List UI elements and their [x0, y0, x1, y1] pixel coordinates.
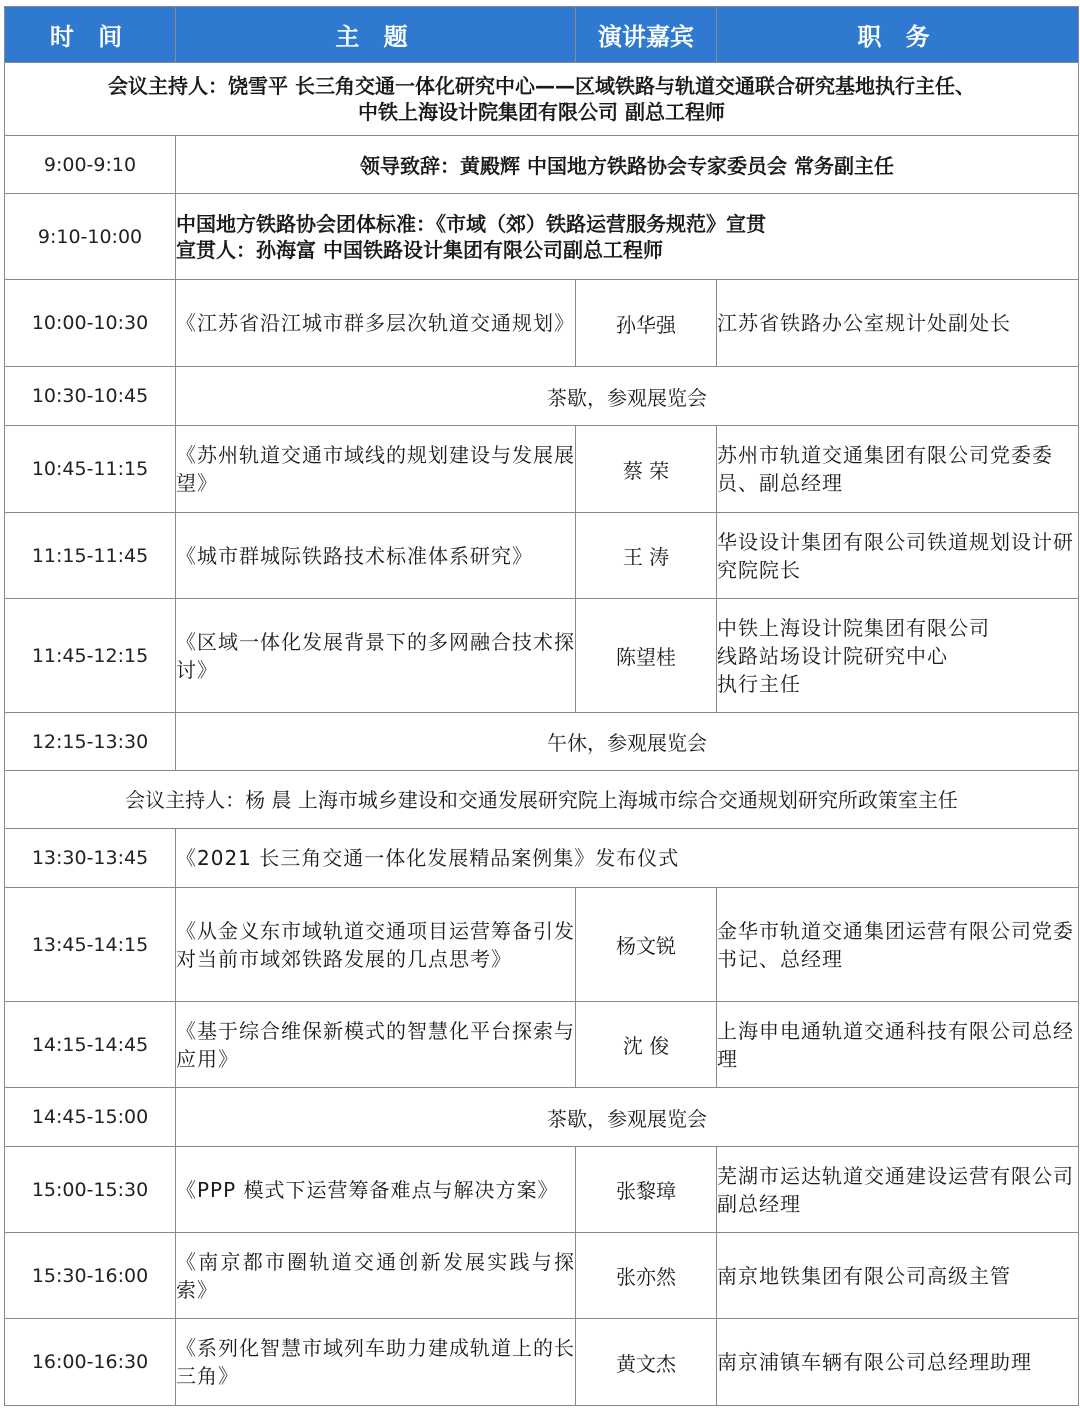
- session-row: [5, 1233, 1079, 1319]
- time-cell: 15:00-15:30: [5, 1147, 176, 1233]
- role-cell: 南京地铁集团有限公司高级主管: [717, 1233, 1079, 1319]
- time-cell: 10:30-10:45: [5, 367, 176, 426]
- host-line-2: 中铁上海设计院集团有限公司 副总工程师: [358, 100, 725, 124]
- topic-cell: 《区域一体化发展背景下的多网融合技术探讨》: [176, 599, 576, 713]
- role-cell: 苏州市轨道交通集团有限公司党委委员、副总经理: [717, 426, 1079, 513]
- time-cell: 11:45-12:15: [5, 599, 176, 713]
- session-row: [5, 426, 1079, 513]
- standard-line-2: 宣贯人：孙海富 中国铁路设计集团有限公司副总工程师: [176, 237, 663, 262]
- topic-cell: 《苏州轨道交通市域线的规划建设与发展展望》: [176, 426, 576, 513]
- time-cell: 13:45-14:15: [5, 888, 176, 1002]
- time-cell: 10:00-10:30: [5, 280, 176, 367]
- speaker-cell: 陈望桂: [576, 599, 717, 713]
- time-cell: 12:15-13:30: [5, 713, 176, 771]
- break-row: [5, 1088, 1079, 1147]
- topic-cell: 《系列化智慧市域列车助力建成轨道上的长三角》: [176, 1319, 576, 1406]
- session-row: [5, 513, 1079, 599]
- header-topic: 主 题: [176, 7, 576, 63]
- time-cell: 16:00-16:30: [5, 1319, 176, 1406]
- host-cell: 会议主持人：杨 晨 上海市城乡建设和交通发展研究院上海城市综合交通规划研究所政策室主任: [5, 771, 1079, 829]
- agenda-table: [4, 6, 1079, 1406]
- role-cell: 金华市轨道交通集团运营有限公司党委书记、总经理: [717, 888, 1079, 1002]
- role-cell: 芜湖市运达轨道交通建设运营有限公司副总经理: [717, 1147, 1079, 1233]
- header-position: 职 务: [717, 7, 1079, 63]
- host-row-2: [5, 771, 1079, 829]
- role-cell: 上海申电通轨道交通科技有限公司总经理: [717, 1002, 1079, 1088]
- speaker-cell: 蔡 荣: [576, 426, 717, 513]
- session-row: [5, 1002, 1079, 1088]
- release-cell: 《2021 长三角交通一体化发展精品案例集》发布仪式: [176, 829, 1079, 888]
- topic-cell: 《南京都市圈轨道交通创新发展实践与探索》: [176, 1233, 576, 1319]
- topic-cell: 《城市群城际铁路技术标准体系研究》: [176, 513, 576, 599]
- host-line-1: 会议主持人：饶雪平 长三角交通一体化研究中心——区域铁路与轨道交通联合研究基地执行主任、: [108, 74, 975, 98]
- time-cell: 15:30-16:00: [5, 1233, 176, 1319]
- topic-cell: 《基于综合维保新模式的智慧化平台探索与应用》: [176, 1002, 576, 1088]
- role-line-2: 线路站场设计院研究中心: [717, 643, 948, 668]
- lunch-row: [5, 713, 1079, 771]
- opening-row: [5, 136, 1079, 194]
- session-row: [5, 599, 1079, 713]
- speaker-cell: 黄文杰: [576, 1319, 717, 1406]
- speaker-cell: 王 涛: [576, 513, 717, 599]
- standard-cell: [176, 194, 1079, 280]
- speaker-cell: 沈 俊: [576, 1002, 717, 1088]
- speaker-cell: 孙华强: [576, 280, 717, 367]
- time-cell: 10:45-11:15: [5, 426, 176, 513]
- opening-cell: 领导致辞：黄殿辉 中国地方铁路协会专家委员会 常务副主任: [176, 136, 1079, 194]
- role-line-1: 中铁上海设计院集团有限公司: [717, 615, 990, 640]
- standard-row: [5, 194, 1079, 280]
- break-row: [5, 367, 1079, 426]
- time-cell: 13:30-13:45: [5, 829, 176, 888]
- time-cell: 14:45-15:00: [5, 1088, 176, 1147]
- topic-cell: 《PPP 模式下运营筹备难点与解决方案》: [176, 1147, 576, 1233]
- role-cell: 华设设计集团有限公司铁道规划设计研究院院长: [717, 513, 1079, 599]
- header-speaker: 演讲嘉宾: [576, 7, 717, 63]
- role-line-3: 执行主任: [717, 671, 801, 696]
- session-row: [5, 1319, 1079, 1406]
- time-cell: 9:10-10:00: [5, 194, 176, 280]
- topic-cell: 《江苏省沿江城市群多层次轨道交通规划》: [176, 280, 576, 367]
- speaker-cell: 张黎璋: [576, 1147, 717, 1233]
- header-time: 时 间: [5, 7, 176, 63]
- break-cell: 茶歇，参观展览会: [176, 1088, 1079, 1147]
- topic-cell: 《从金义东市域轨道交通项目运营筹备引发对当前市域郊铁路发展的几点思考》: [176, 888, 576, 1002]
- break-cell: 茶歇，参观展览会: [176, 367, 1079, 426]
- role-cell: [717, 599, 1079, 713]
- standard-line-1: 中国地方铁路协会团体标准：《市域（郊）铁路运营服务规范》宣贯: [176, 211, 766, 236]
- release-row: [5, 829, 1079, 888]
- lunch-cell: 午休，参观展览会: [176, 713, 1079, 771]
- host-row-1: [5, 63, 1079, 136]
- host-cell: [5, 63, 1079, 136]
- speaker-cell: 张亦然: [576, 1233, 717, 1319]
- time-cell: 9:00-9:10: [5, 136, 176, 194]
- session-row: [5, 280, 1079, 367]
- time-cell: 11:15-11:45: [5, 513, 176, 599]
- role-cell: 江苏省铁路办公室规计处副处长: [717, 280, 1079, 367]
- speaker-cell: 杨文锐: [576, 888, 717, 1002]
- header-row: [5, 7, 1079, 63]
- time-cell: 14:15-14:45: [5, 1002, 176, 1088]
- session-row: [5, 1147, 1079, 1233]
- session-row: [5, 888, 1079, 1002]
- role-cell: 南京浦镇车辆有限公司总经理助理: [717, 1319, 1079, 1406]
